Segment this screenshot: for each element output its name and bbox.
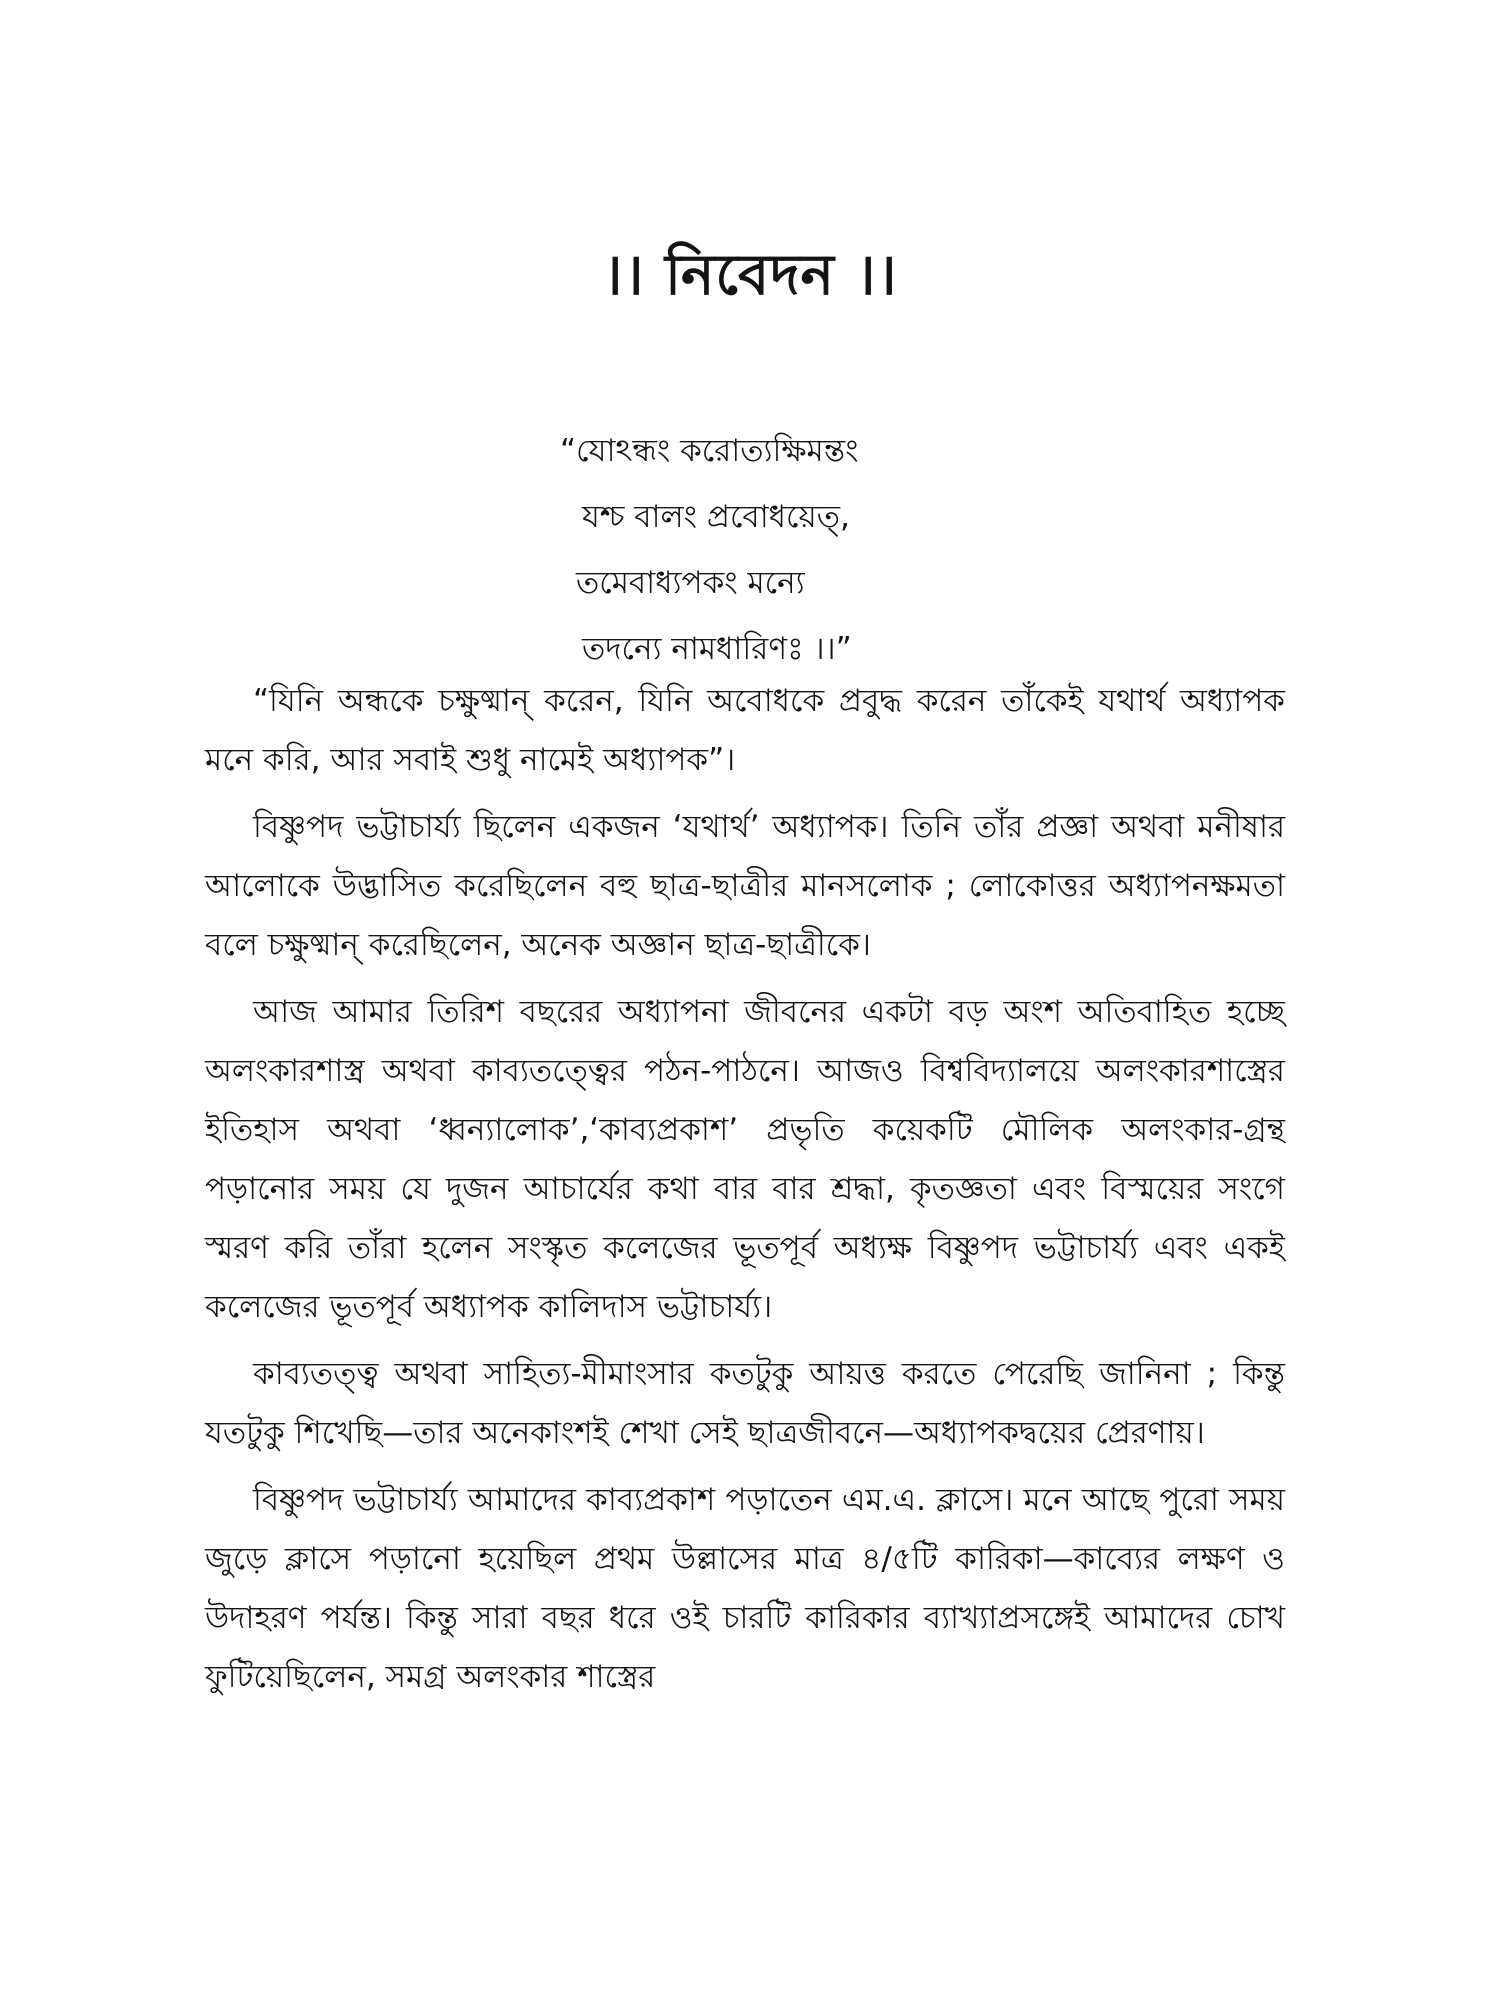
paragraph: আজ আমার তিরিশ বছরের অধ্যাপনা জীবনের একটা বড় অংশ অতিবাহিত হচ্ছে অলংকারশাস্ত্র অথবা কাব্যতত্ত্বের পঠন-পাঠনে। আজও বিশ্ববিদ্যালয়ে অলংকারশাস্ত্রের ইতিহাস অথবা ‘ধ্বন্যালোক’,‘কাব্যপ্রকাশ’ প্রভৃতি কয়েকটি মৌলিক অলংকার-গ্রন্থ পড়ানোর সময় যে দুজন আচার্যের কথা বার বার শ্রদ্ধা, কৃতজ্ঞতা এবং বিস্ময়ের সংগে স্মরণ করি তাঁরা হলেন সংস্কৃত কলেজের ভূতপূর্ব অধ্যক্ষ বিষ্ণুপদ ভট্টাচার্য্য এবং একই কলেজের ভূতপূর্ব অধ্যাপক কালিদাস ভট্টাচার্য্য। [205, 994, 1285, 1325]
verse-line: যশ্চ বালং প্রবোধয়েত্, [582, 499, 850, 535]
verse-line: তমেবাধ্যপকং মন্যে [576, 565, 805, 601]
body-text [205, 672, 1285, 1715]
sanskrit-verse [560, 418, 1160, 682]
page-title: ।। নিবেদন ।। [602, 243, 898, 308]
paragraph: বিষ্ণুপদ ভট্টাচার্য্য ছিলেন একজন ‘যথার্থ’ অধ্যাপক। তিনি তাঁর প্রজ্ঞা অথবা মনীষার আলোকে উদ্ভাসিত করেছিলেন বহু ছাত্র-ছাত্রীর মানসলোক ; লোকোত্তর অধ্যাপনক্ষমতা বলে চক্ষুষ্মান্ করেছিলেন, অনেক অজ্ঞান ছাত্র-ছাত্রীকে। [205, 809, 1285, 963]
verse-line: “যোঽন্ধং করোত্যক্ষিমন্তং [560, 433, 859, 469]
verse-line: তদন্যে নামধারিণঃ ।।” [582, 631, 852, 667]
paragraph: বিষ্ণুপদ ভট্টাচার্য্য আমাদের কাব্যপ্রকাশ পড়াতেন এম.এ. ক্লাসে। মনে আছে পুরো সময় জুড়ে ক্লাসে পড়ানো হয়েছিল প্রথম উল্লাসের মাত্র ৪/৫টি কারিকা—কাব্যের লক্ষণ ও উদাহরণ পর্যন্ত। কিন্তু সারা বছর ধরে ওই চারটি কারিকার ব্যাখ্যাপ্রসঙ্গেই আমাদের চোখ ফুটিয়েছিলেন, সমগ্র অলংকার শাস্ত্রের [205, 1482, 1285, 1695]
paragraph: “যিনি অন্ধকে চক্ষুষ্মান্ করেন, যিনি অবোধকে প্রবুদ্ধ করেন তাঁকেই যথার্থ অধ্যাপক মনে করি, আর সবাই শুধু নামেই অধ্যাপক”। [205, 683, 1285, 778]
paragraph: কাব্যতত্ত্ব অথবা সাহিত্য-মীমাংসার কতটুকু আয়ত্ত করতে পেরেছি জানিনা ; কিন্তু যতটুকু শিখেছি—তার অনেকাংশই শেখা সেই ছাত্রজীবনে—অধ্যাপকদ্বয়ের প্রেরণায়। [205, 1356, 1285, 1451]
